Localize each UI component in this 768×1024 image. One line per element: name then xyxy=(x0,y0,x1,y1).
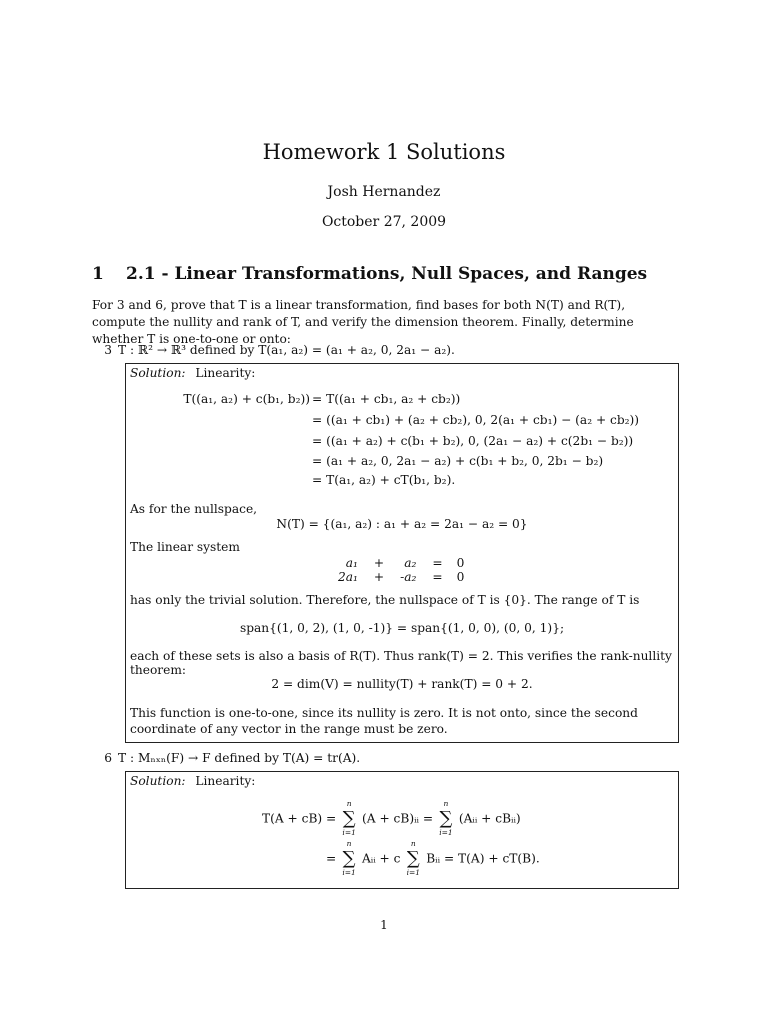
summation-icon xyxy=(404,839,422,877)
problem-3-number: 3 xyxy=(104,343,112,357)
solution-box-3 xyxy=(125,363,679,743)
linear-system xyxy=(338,556,468,584)
system-cell: = xyxy=(432,570,443,584)
nullspace-intro: As for the nullspace, xyxy=(130,502,258,516)
sum-lower: i=1 xyxy=(342,828,356,837)
sum-lower: i=1 xyxy=(406,868,421,877)
problem-6-statement xyxy=(92,751,360,765)
solution-3-label xyxy=(130,366,255,380)
document-date: October 27, 2009 xyxy=(321,214,447,230)
sum-upper: n xyxy=(410,839,416,848)
solution-label: Solution: xyxy=(130,774,186,788)
trace-line-2 xyxy=(326,839,540,877)
span-equation: span{(1, 0, 2), (1, 0, -1)} = span{(1, 0, 0), (0, 0, 1)}; xyxy=(239,621,565,635)
linearity-lhs: T((a₁, a₂) + c(b₁, b₂)) xyxy=(183,392,310,406)
trace-term-3: Aᵢᵢ + c xyxy=(361,851,401,866)
trace-line-1 xyxy=(262,799,521,837)
system-cell: + xyxy=(373,556,385,570)
sum-upper: n xyxy=(346,799,352,808)
problem-6-text: T : Mₙₓₙ(F) → F defined by T(A) = tr(A). xyxy=(118,751,361,765)
sigma-glyph: ∑ xyxy=(342,808,356,829)
problem-3-text: T : ℝ² → ℝ³ defined by T(a₁, a₂) = (a₁ + a₂, 0, 2a₁ − a₂). xyxy=(118,343,455,357)
document-title: Homework 1 Solutions xyxy=(262,140,506,164)
summation-icon xyxy=(437,799,455,837)
solution-box-6 xyxy=(125,771,679,889)
sum-lower: i=1 xyxy=(439,828,453,837)
system-cell: -a₂ xyxy=(400,570,417,584)
section-heading xyxy=(92,264,647,284)
summation-icon xyxy=(340,839,358,877)
linearity-label: Linearity: xyxy=(195,366,256,380)
linearity-line-5: = T(a₁, a₂) + cT(b₁, b₂). xyxy=(312,473,456,487)
system-cell: 2a₁ xyxy=(338,570,358,584)
system-cell: = xyxy=(432,556,443,570)
sigma-glyph: ∑ xyxy=(406,848,420,869)
trace-term-2: (Aᵢᵢ + cBᵢᵢ) xyxy=(458,811,521,826)
system-cell: 0 xyxy=(456,556,465,570)
system-cell: + xyxy=(373,570,385,584)
sigma-glyph: ∑ xyxy=(439,808,453,829)
solution-label: Solution: xyxy=(130,366,186,380)
sigma-glyph: ∑ xyxy=(342,848,356,869)
linearity-label: Linearity: xyxy=(195,774,256,788)
sum-upper: n xyxy=(443,799,449,808)
system-cell: 0 xyxy=(456,570,465,584)
sum-lower: i=1 xyxy=(342,868,356,877)
trace-term-1: (A + cB)ᵢᵢ = xyxy=(362,811,434,826)
trace-term-4: Bᵢᵢ = T(A) + cT(B). xyxy=(426,851,540,866)
section-title: 2.1 - Linear Transformations, Null Spaces, and Ranges xyxy=(126,264,648,284)
system-row-1 xyxy=(338,556,468,570)
linearity-line-1: = T((a₁ + cb₁, a₂ + cb₂)) xyxy=(312,392,461,406)
dimension-equation: 2 = dim(V) = nullity(T) + rank(T) = 0 + 2. xyxy=(271,677,533,691)
linear-system-table xyxy=(338,556,468,584)
problem-3-statement xyxy=(92,343,455,357)
trivial-solution-text: has only the trivial solution. Therefore, the nullspace of T is {0}. The range of T is xyxy=(130,593,640,607)
summation-icon xyxy=(340,799,358,837)
section-intro: For 3 and 6, prove that T is a linear transformation, find bases for both N(T) and R(T), compute the nullity and rank of T, and verify the dimension theorem. Finally, determine whether T is one-to-one or onto: xyxy=(92,298,634,346)
document-author: Josh Hernandez xyxy=(327,184,441,200)
linearity-line-4: = (a₁ + a₂, 0, 2a₁ − a₂) + c(b₁ + b₂, 0, 2b₁ − b₂) xyxy=(312,454,604,468)
system-cell: a₂ xyxy=(404,556,417,570)
trace-lhs: T(A + cB) = xyxy=(262,811,337,826)
linear-system-intro: The linear system xyxy=(130,540,240,554)
conclusion-text: This function is one-to-one, since its nullity is zero. It is not onto, since the second coordinate of any vector in the range must be zero. xyxy=(130,706,638,736)
basis-text: each of these sets is also a basis of R(T). Thus rank(T) = 2. This verifies the rank-nullity theorem: xyxy=(130,649,672,677)
page-number: 1 xyxy=(380,918,388,932)
trace-equals: = xyxy=(326,851,337,866)
section-number: 1 xyxy=(92,264,104,284)
problem-6-number: 6 xyxy=(104,751,112,765)
linearity-line-3: = ((a₁ + a₂) + c(b₁ + b₂), 0, (2a₁ − a₂) + c(2b₁ − b₂)) xyxy=(312,434,634,448)
system-row-2 xyxy=(338,570,468,584)
nullspace-equation: N(T) = {(a₁, a₂) : a₁ + a₂ = 2a₁ − a₂ = 0} xyxy=(276,517,528,531)
linearity-line-2: = ((a₁ + cb₁) + (a₂ + cb₂), 0, 2(a₁ + cb₁) − (a₂ + cb₂)) xyxy=(312,413,640,427)
solution-6-label xyxy=(130,774,255,788)
system-cell: a₁ xyxy=(345,556,358,570)
sum-upper: n xyxy=(346,839,352,848)
